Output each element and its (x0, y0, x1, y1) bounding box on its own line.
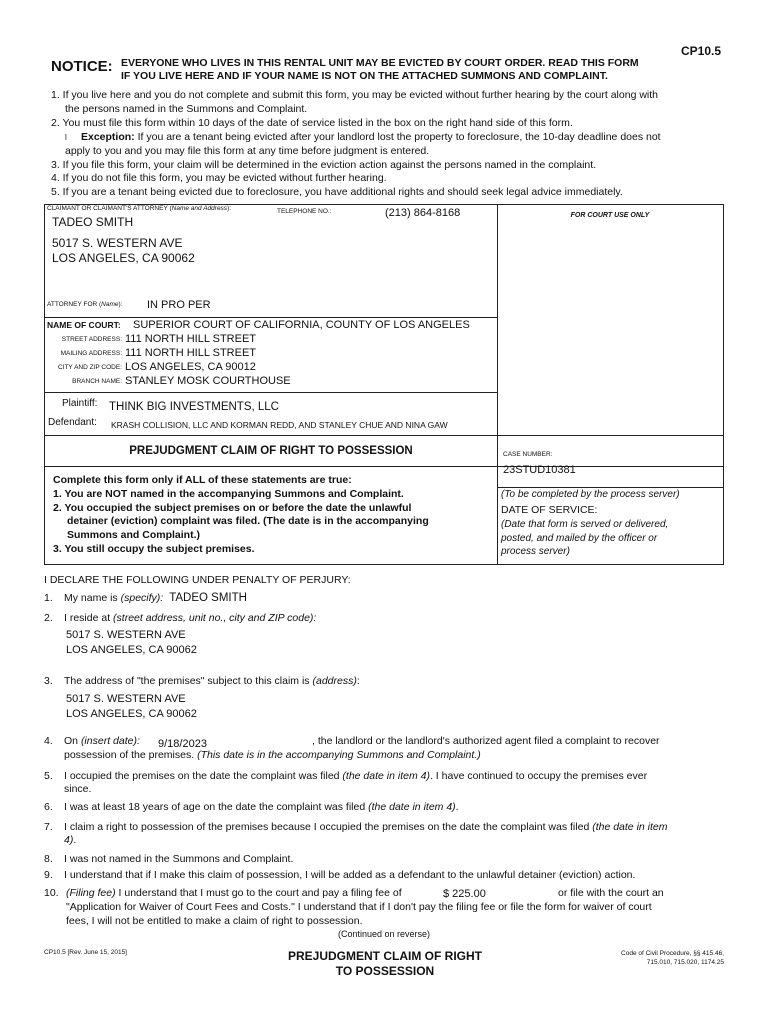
intro-2: 2. You must file this form within 10 days of the date of service listed in the box on the right hand side of this form. (51, 116, 573, 129)
intro-instructions (51, 89, 731, 200)
declaration-heading: I DECLARE THE FOLLOWING UNDER PENALTY OF PERJURY: (44, 574, 351, 586)
residence-value[interactable]: 5017 S. WESTERN AVE LOS ANGELES, CA 90062 (66, 629, 197, 656)
claimant-address-2[interactable]: LOS ANGELES, CA 90062 (52, 251, 195, 265)
footer-form-rev: CP10.5 [Rev. June 15, 2015] (44, 949, 127, 956)
caption-box (44, 204, 724, 565)
intro-5: 5. If you are a tenant being evicted due to foreclosure, you have additional rights and should seek legal advice immediately. (51, 186, 623, 199)
telephone-label: TELEPHONE NO.: (277, 208, 332, 215)
intro-4: 4. If you do not file this form, you may be evicted without further hearing. (51, 172, 387, 185)
rule-after-parties (45, 435, 723, 436)
intro-3: 3. If you file this form, your claim will be determined in the eviction action against the persons named in the complaint. (51, 158, 597, 171)
rule-after-attorney (45, 317, 497, 318)
city-label: CITY AND ZIP CODE: (57, 364, 122, 371)
intro-exception (51, 131, 731, 145)
intro-1b: the persons named in the Summons and Complaint. (65, 102, 308, 115)
eligibility-2a: 2. You occupied the subject premises on or before the date the unlawful (53, 501, 412, 514)
attorney-for-label: ATTORNEY FOR (Name): (47, 301, 123, 308)
court-name-value[interactable]: SUPERIOR COURT OF CALIFORNIA, COUNTY OF LOS ANGELES (133, 319, 470, 331)
date-of-service-label: DATE OF SERVICE: (501, 504, 598, 516)
telephone-value[interactable]: (213) 864-8168 (385, 207, 461, 219)
intro-exception-b: apply to you and you may file this form at any time before judgment is entered. (65, 144, 430, 157)
claimant-label: CLAIMANT OR CLAIMANT'S ATTORNEY (Name and Address): (47, 205, 232, 212)
exception-text-a: If you are a tenant being evicted after your landlord lost the property to foreclosure, the 10-day deadline does not (134, 130, 661, 143)
case-number-label: CASE NUMBER: (503, 451, 553, 458)
rule-after-title (45, 466, 723, 467)
intro-1a: 1. If you live here and you do not complete and submit this form, you may be evicted without further hearing by the court along with (51, 89, 659, 101)
mailing-value[interactable]: 111 NORTH HILL STREET (125, 347, 257, 359)
eligibility-title: Complete this form only if ALL of these statements are true: (53, 474, 352, 486)
defendant-label: Defendant: (48, 417, 97, 428)
process-server-note: (To be completed by the process server) (501, 489, 680, 500)
date-filed-value[interactable]: 9/18/2023 (158, 738, 207, 750)
eligibility-3: 3. You still occupy the subject premises. (53, 542, 255, 555)
eligibility-2c: Summons and Complaint.) (67, 529, 201, 542)
claimant-name[interactable]: TADEO SMITH (52, 215, 134, 229)
plaintiff-value[interactable]: THINK BIG INVESTMENTS, LLC (109, 401, 279, 413)
court-use-label: FOR COURT USE ONLY (570, 212, 650, 219)
street-value[interactable]: 111 NORTH HILL STREET (125, 333, 257, 345)
footer-code-reference: Code of Civil Procedure, §§ 415.46, 715.010, 715.020, 1174.25 (621, 950, 724, 966)
eligibility-2b: detainer (eviction) complaint was filed. (The date is in the accompanying (67, 515, 429, 528)
city-value[interactable]: LOS ANGELES, CA 90012 (125, 361, 256, 373)
name-value[interactable]: TADEO SMITH (169, 592, 247, 604)
case-number-value[interactable]: 23STUD10381 (503, 464, 576, 476)
caption-divider (497, 205, 498, 564)
court-name-label: NAME OF COURT: (47, 320, 121, 330)
premises-value[interactable]: 5017 S. WESTERN AVE LOS ANGELES, CA 90062 (66, 693, 197, 720)
eligibility-statements (53, 474, 493, 557)
eligibility-1: 1. You are NOT named in the accompanying Summons and Complaint. (53, 487, 404, 500)
defendant-value[interactable]: KRASH COLLISION, LLC AND KORMAN REDD, AND STANLEY CHUE AND NINA GAW (111, 420, 448, 430)
date-of-service-note: (Date that form is served or delivered, posted, and mailed by the officer or process server) (501, 519, 669, 557)
exception-label: Exception: (81, 130, 135, 143)
branch-value[interactable]: STANLEY MOSK COURTHOUSE (125, 375, 291, 387)
attorney-for-value[interactable]: IN PRO PER (147, 299, 211, 311)
filing-fee-value[interactable]: $ 225.00 (443, 888, 486, 900)
street-label: STREET ADDRESS: (61, 336, 122, 343)
form-id: CP10.5 (680, 44, 721, 58)
notice-line-2: IF YOU LIVE HERE AND IF YOUR NAME IS NOT ON THE ATTACHED SUMMONS AND COMPLAINT. (121, 70, 608, 82)
bullet-icon: l (65, 132, 67, 142)
notice-line-1: EVERYONE WHO LIVES IN THIS RENTAL UNIT MAY BE EVICTED BY COURT ORDER. READ THIS FORM (121, 57, 639, 69)
notice-label: NOTICE: (51, 58, 113, 75)
plaintiff-label: Plaintiff: (62, 398, 98, 409)
claimant-address-1[interactable]: 5017 S. WESTERN AVE (52, 236, 183, 250)
rule-after-case-number (497, 487, 723, 488)
mailing-label: MAILING ADDRESS: (60, 350, 122, 357)
notice-text (121, 57, 731, 83)
footer-title: PREJUDGMENT CLAIM OF RIGHT TO POSSESSION (288, 949, 482, 978)
rule-after-court (45, 392, 497, 393)
continued-note: (Continued on reverse) (337, 929, 431, 939)
branch-label: BRANCH NAME: (72, 378, 122, 385)
form-title: PREJUDGMENT CLAIM OF RIGHT TO POSSESSION (129, 445, 413, 457)
